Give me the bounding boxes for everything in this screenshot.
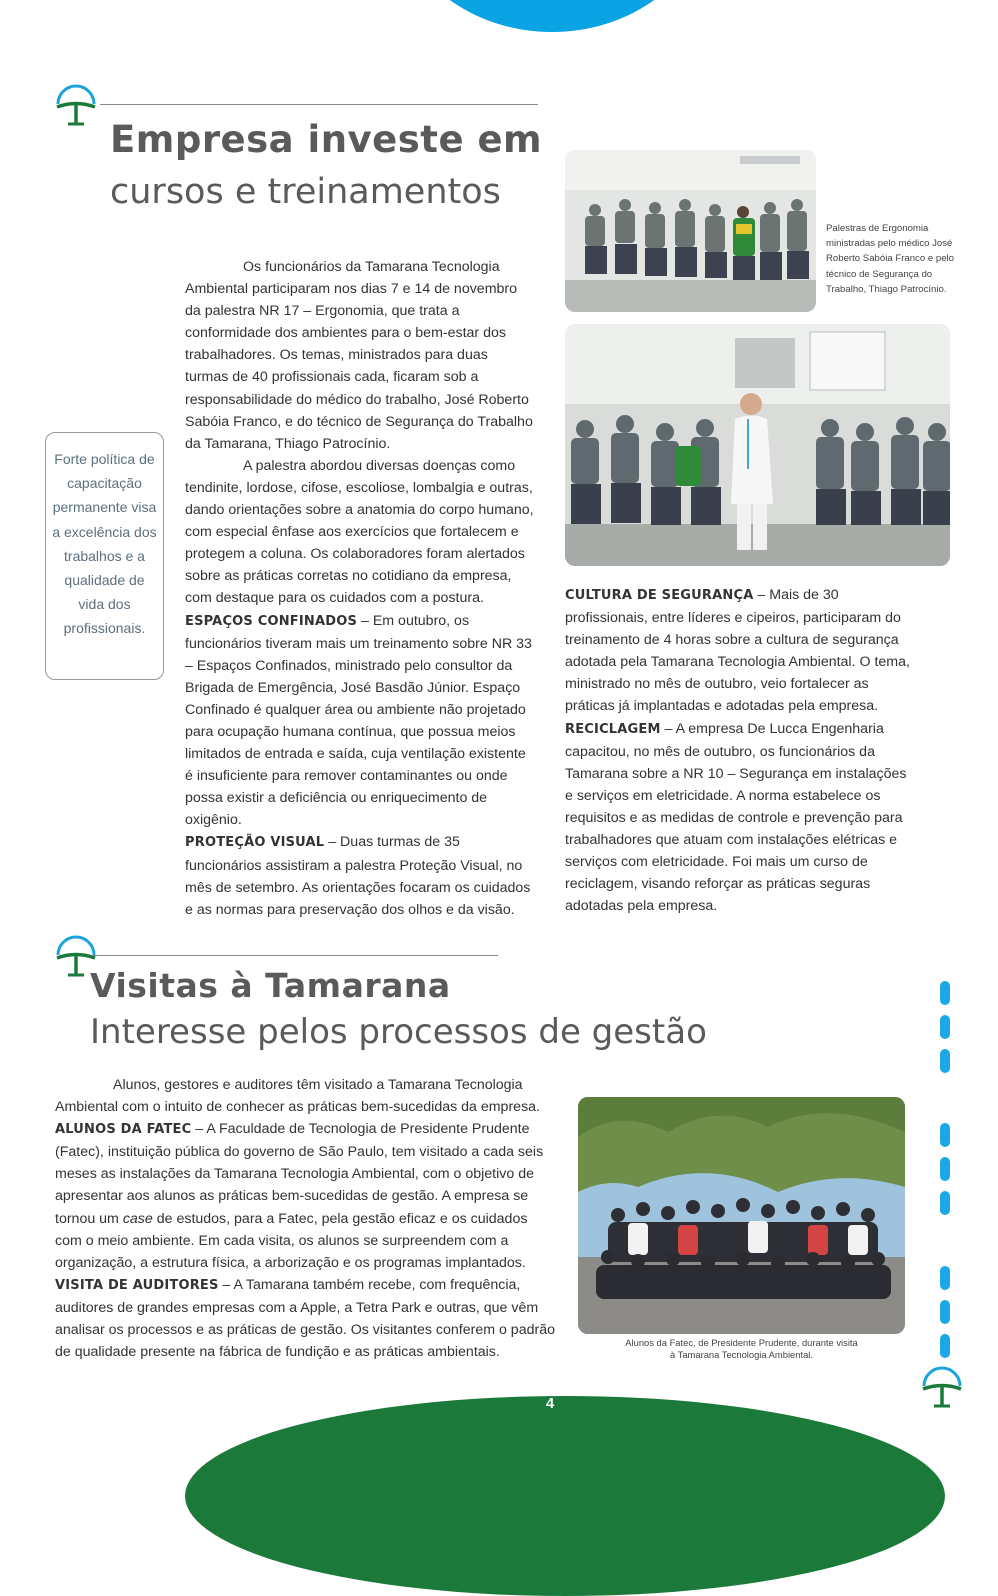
decor-dash xyxy=(940,1334,950,1358)
pull-quote-text: Forte política de capacitação permanente visa a excelência dos trabalhos e a qualidade de vida dos profissionais. xyxy=(52,451,157,637)
section2-title: Visitas à Tamarana xyxy=(90,966,451,1005)
photo-fatec-group xyxy=(578,1097,905,1334)
photo-ergonomia-large xyxy=(565,324,950,566)
decor-dash xyxy=(940,1049,950,1073)
section1-rule xyxy=(100,104,538,105)
keyword-alunos-fatec: ALUNOS DA FATEC xyxy=(55,1122,192,1138)
photo-fatec-caption-line2: à Tamarana Tecnologia Ambiental. xyxy=(670,1349,813,1361)
text-reciclagem: – A empresa De Lucca Engenharia capacitou, no mês de outubro, os funcionários da Tamarana sobre a NR 10 – Segurança em instalações e serviços em eletricidade. A norma estabelece os requisitos e as medidas de controle e prevenção para trabalhadores que atuam com instalações elétricas e serviços com eletricidade. Foi mais um curso de reciclagem, visando reforçar as práticas seguras adotadas pela empresa. xyxy=(565,720,907,915)
decor-dash xyxy=(940,1191,950,1215)
keyword-cultura-seguranca: CULTURA DE SEGURANÇA xyxy=(565,588,754,603)
top-blue-arc xyxy=(396,0,708,32)
decor-dash xyxy=(940,1266,950,1290)
keyword-reciclagem: RECICLAGEM xyxy=(565,721,661,737)
text-visita-auditores: – A Tamarana também recebe, com frequência, auditores de grandes empresas com a Apple, a Tetra Park e outras, que vêm analisar os processos e as práticas de gestão. Os visitantes conferem o padrão de qualidade presente na fábrica de fundição e as práticas ambientais. xyxy=(55,1276,555,1361)
decor-dash xyxy=(940,1015,950,1039)
section2-column xyxy=(55,1074,555,1363)
text-alunos-fatec-b: de estudos, para a Fatec, pela gestão eficaz e os cuidados com o meio ambiente. Em cada visita, os alunos se surpreendem com a organização, a estrutura física, a arborização e os programas implantados. xyxy=(55,1210,528,1271)
section1-left-column xyxy=(185,256,535,921)
keyword-protecao-visual: PROTEÇÃO VISUAL xyxy=(185,835,325,851)
page-number: 4 xyxy=(545,1395,555,1412)
tamarana-logo-icon xyxy=(920,1366,964,1410)
para-alunos-fatec xyxy=(55,1118,555,1274)
decor-dash xyxy=(940,981,950,1005)
decor-dash xyxy=(940,1123,950,1147)
para-palestra: A palestra abordou diversas doenças como tendinite, lordose, cifose, escoliose, lombalgia e outras, dando orientações sobre a anatomia do corpo humano, com especial ênfase aos exercícios que fortalecem e protegem a coluna. Os colaboradores foram alertados sobre as práticas corretas no cotidiano da empresa, com destaque para os cuidados com a postura. xyxy=(185,457,534,607)
section1-subtitle: cursos e treinamentos xyxy=(110,172,501,212)
para-visita-auditores xyxy=(55,1274,555,1363)
text-case: case xyxy=(122,1210,153,1227)
para-protecao-visual xyxy=(185,831,535,920)
photo-ergonomia-small xyxy=(565,150,816,312)
keyword-espacos-confinados: ESPAÇOS CONFINADOS xyxy=(185,613,358,629)
section2-subtitle: Interesse pelos processos de gestão xyxy=(90,1012,707,1052)
text-protecao-visual: – Duas turmas de 35 funcionários assistiram a palestra Proteção Visual, no mês de setembro. As orientações focaram os cuidados e as normas para preservação dos olhos e da visão. xyxy=(185,834,531,918)
section1-right-column xyxy=(565,584,915,917)
text-cultura-seguranca: – Mais de 30 profissionais, entre líderes e cipeiros, participaram do treinamento de 4 horas sobre a cultura de segurança adotada pela Tamarana Tecnologia Ambiental. O tema, ministrado no mês de outubro, veio fortalecer as práticas já implantadas e adotadas pela empresa. xyxy=(565,587,910,715)
decor-dash xyxy=(940,1157,950,1181)
section2-rule xyxy=(92,955,498,956)
tamarana-logo-icon xyxy=(54,84,98,128)
para-reciclagem xyxy=(565,718,915,918)
decor-dash xyxy=(940,1300,950,1324)
bottom-green-arc xyxy=(185,1396,945,1596)
keyword-visita-auditores: VISITA DE AUDITORES xyxy=(55,1277,219,1293)
pull-quote-box xyxy=(45,432,164,680)
section1-title: Empresa investe em xyxy=(110,118,543,161)
photo-fatec-caption-line1: Alunos da Fatec, de Presidente Prudente, durante visita xyxy=(625,1337,858,1348)
text-espacos-confinados: – Em outubro, os funcionários tiveram mais um treinamento sobre NR 33 – Espaços Confinados, ministrado pelo consultor da Brigada de Emergência, José Basdão Júnior. Espaço Confinado é qualquer área ou ambiente não projetado para ocupação humana contínua, que possua meios limitados de entrada e saída, cuja ventilação existente é insuficiente para remover contaminantes ou onde possa existir a deficiência ou enriquecimento de oxigênio. xyxy=(185,612,532,829)
para-ergonomia: Os funcionários da Tamarana Tecnologia Ambiental participaram nos dias 7 e 14 de novembro da palestra NR 17 – Ergonomia, que trata a conformidade dos ambientes para o bem-estar dos trabalhadores. Os temas, ministrados para duas turmas de 40 profissionais cada, ficaram sob a responsabilidade do médico do trabalho, José Roberto Sabóia Franco, e do técnico de Segurança do Trabalho da Tamarana, Thiago Patrocínio. xyxy=(185,259,533,452)
para-visitas-intro: Alunos, gestores e auditores têm visitado a Tamarana Tecnologia Ambiental com o intuito de conhecer as práticas bem-sucedidas da empresa. xyxy=(55,1077,540,1116)
photo-ergonomia-caption: Palestras de Ergonomia ministradas pelo médico José Roberto Sabóia Franco e pelo técnico de Segurança do Trabalho, Thiago Patrocínio. xyxy=(826,223,954,295)
para-cultura-seguranca xyxy=(565,584,915,718)
text-alunos-fatec-a: – A Faculdade de Tecnologia de Presidente Prudente (Fatec), instituição pública do governo de São Paulo, tem visitado a cada seis meses as instalações da Tamarana Tecnologia Ambiental, com o objetivo de apresentar aos alunos as práticas bem-sucedidas de gestão. A empresa se tornou um xyxy=(55,1121,544,1227)
para-espacos-confinados xyxy=(185,610,535,832)
photo-fatec-caption xyxy=(578,1337,905,1362)
